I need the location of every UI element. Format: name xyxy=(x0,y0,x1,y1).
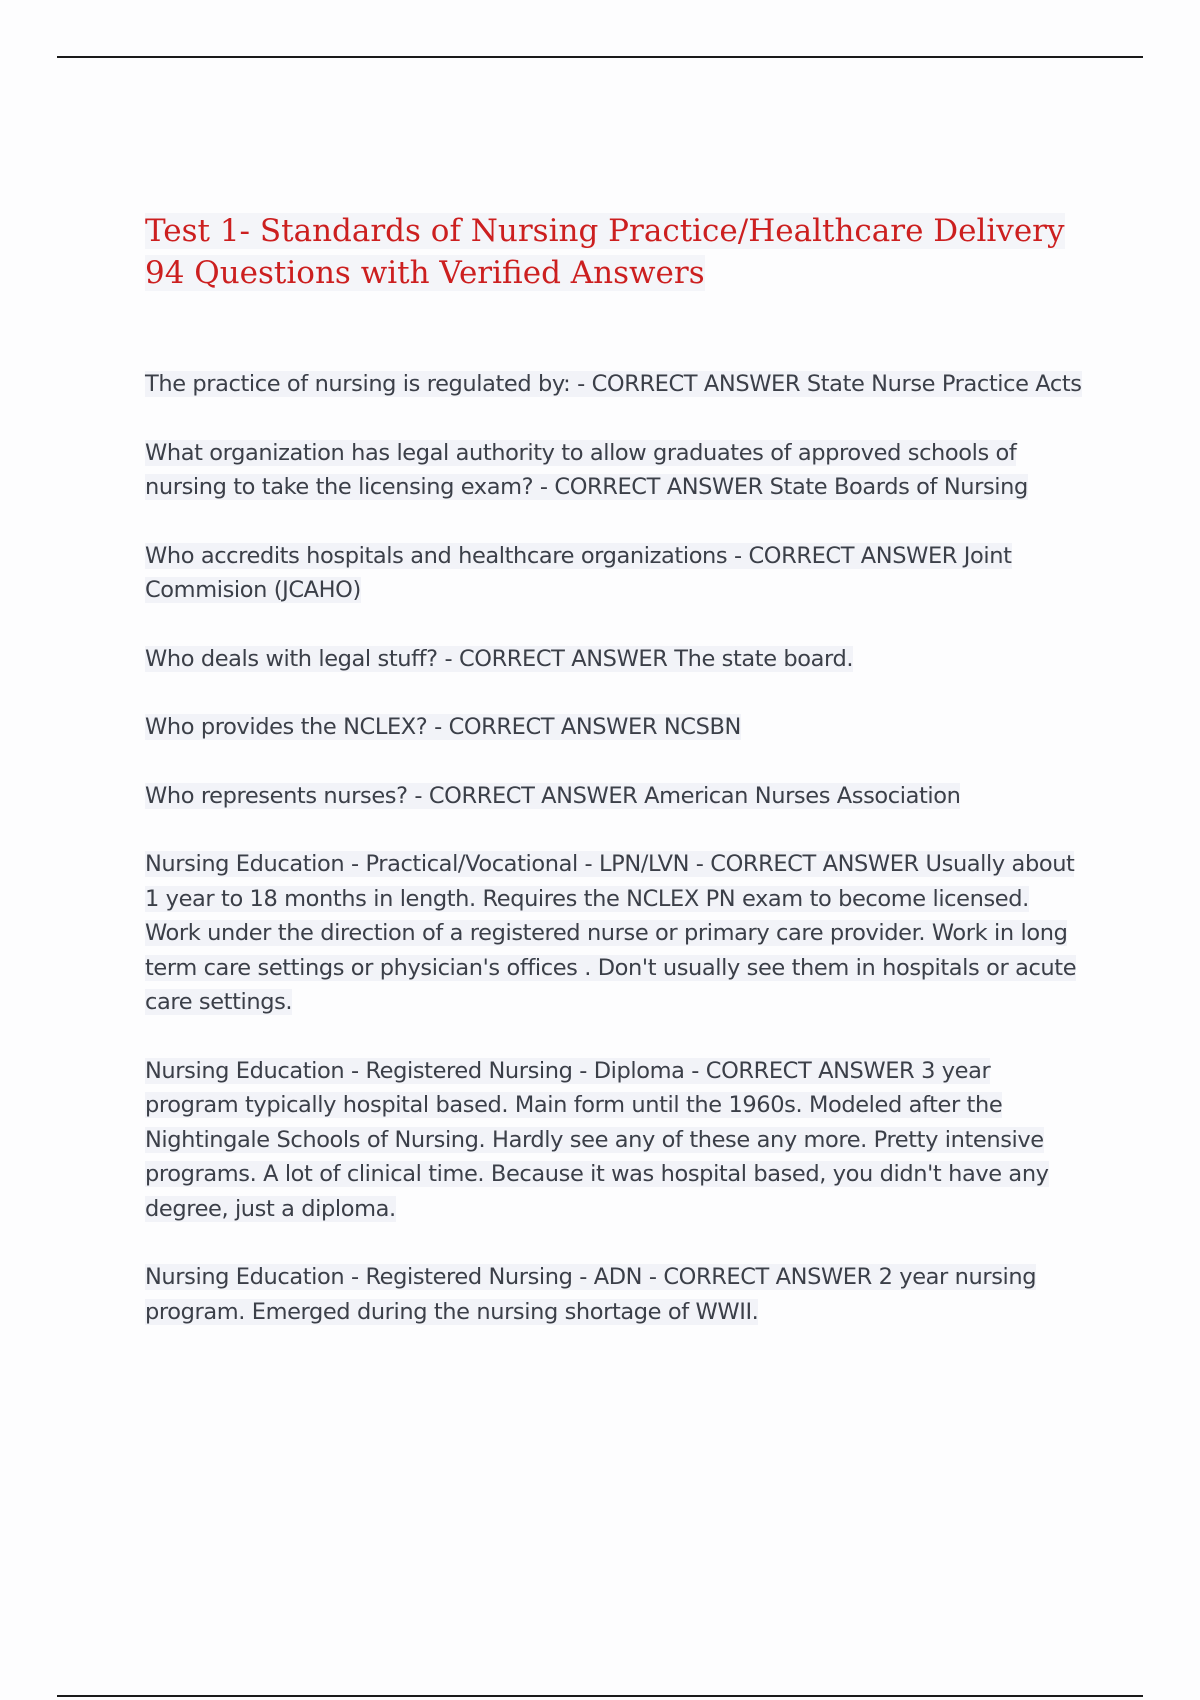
qa-item xyxy=(145,710,1090,745)
separator: - xyxy=(727,542,749,569)
footer-rule xyxy=(57,1695,1143,1697)
qa-item xyxy=(145,539,1090,608)
question-text: Nursing Education - Practical/Vocational - LPN/LVN xyxy=(145,851,690,877)
answer-marker: CORRECT ANSWER xyxy=(458,645,668,672)
answer-marker: CORRECT ANSWER xyxy=(705,1057,915,1084)
separator: - xyxy=(437,645,459,672)
qa-item xyxy=(145,847,1090,1020)
header-rule xyxy=(57,56,1143,58)
answer-text: American Nurses Association xyxy=(644,782,961,809)
answer-marker: CORRECT ANSWER xyxy=(710,851,919,877)
separator: - xyxy=(642,1264,664,1290)
separator: - xyxy=(684,1057,706,1084)
question-text: Nursing Education - Registered Nursing - ADN xyxy=(145,1264,643,1290)
answer-text: 2 year nursing program. Emerged during the nursing shortage of WWII. xyxy=(145,1264,1037,1325)
separator: - xyxy=(407,782,429,809)
answer-text: The state board. xyxy=(674,645,854,672)
separator: - xyxy=(533,474,555,500)
question-text: Who represents nurses? xyxy=(145,782,408,809)
question-text: Who deals with legal stuff? xyxy=(145,645,438,672)
question-text: Nursing Education - Registered Nursing - Diploma xyxy=(145,1057,685,1084)
title-line-1: Test 1- Standards of Nursing Practice/Healthcare Delivery xyxy=(145,213,1065,249)
answer-marker: CORRECT ANSWER xyxy=(448,714,658,740)
answer-text: State Boards of Nursing xyxy=(769,474,1028,500)
answer-text: 3 year program typically hospital based. Main form until the 1960s. Modeled after the Nightingale Schools of Nursing. Hardly see any of these any more. Pretty intensive programs. A lot of clinical time. Because it was hospital based, you didn't have any degree, just a diploma. xyxy=(145,1057,1049,1222)
qa-item xyxy=(145,1260,1090,1329)
qa-item xyxy=(145,642,1090,677)
question-text: What organization has legal authority to allow graduates of approved schools of nursing to take the licensing exam? xyxy=(145,439,1017,500)
answer-text: Joint Commision (JCAHO) xyxy=(145,542,1012,603)
answer-marker: CORRECT ANSWER xyxy=(428,782,638,809)
answer-marker: CORRECT ANSWER xyxy=(591,371,801,397)
separator: - xyxy=(689,851,711,877)
answer-marker: CORRECT ANSWER xyxy=(554,474,763,500)
title-line-2: 94 Questions with Verified Answers xyxy=(145,255,705,291)
answer-marker: CORRECT ANSWER xyxy=(663,1264,872,1290)
qa-list xyxy=(145,367,1090,1363)
question-text: Who accredits hospitals and healthcare organizations xyxy=(145,542,728,569)
qa-item xyxy=(145,1054,1090,1227)
answer-text: State Nurse Practice Acts xyxy=(806,371,1082,397)
qa-item xyxy=(145,779,1090,814)
question-text: The practice of nursing is regulated by: xyxy=(145,371,571,397)
separator: - xyxy=(427,714,449,740)
qa-item xyxy=(145,367,1090,402)
answer-marker: CORRECT ANSWER xyxy=(748,542,957,569)
qa-item xyxy=(145,436,1090,505)
answer-text: Usually about 1 year to 18 months in length. Requires the NCLEX PN exam to become licensed. Work under the direction of a registered nurse or primary care provider. Work in long term care settings or physician's offices . Don't usually see them in hospitals or acute care settings. xyxy=(145,851,1077,1015)
question-text: Who provides the NCLEX? xyxy=(145,714,428,740)
document-title xyxy=(145,210,1085,294)
separator: - xyxy=(570,371,592,397)
answer-text: NCSBN xyxy=(663,714,741,740)
